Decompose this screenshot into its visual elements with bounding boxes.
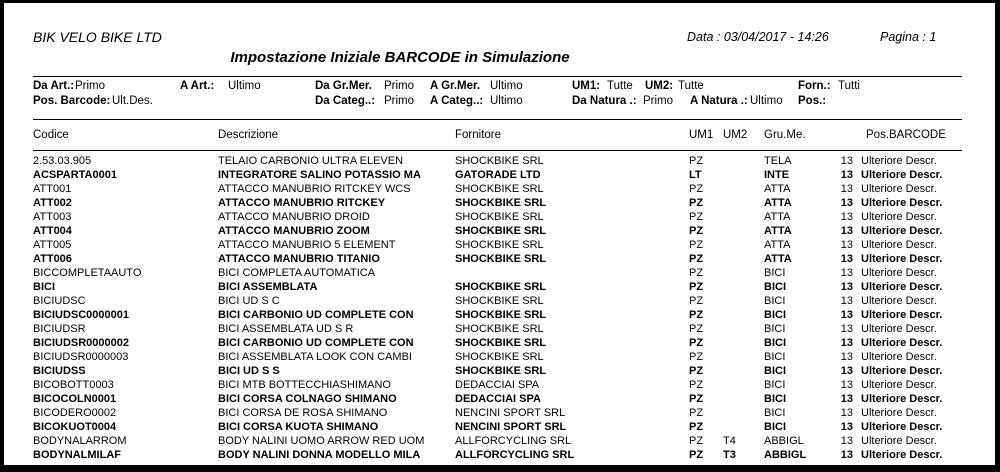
cell-um2 [723, 210, 764, 224]
cell-pos-barcode: Ulteriore Descr. [861, 379, 937, 391]
filter-forn-label: Forn.: [798, 80, 831, 92]
cell-descrizione: BICI CORSA DE ROSA SHIMANO [218, 407, 388, 419]
cell-codice: BODYNALMILAF [33, 449, 121, 461]
cell-pos-barcode: Ulteriore Descr. [861, 435, 937, 447]
cell-num: 13 [840, 183, 853, 195]
table-row [33, 392, 962, 406]
cell-fornitore: SHOCKBIKE SRL [455, 295, 544, 307]
cell-grume: BICI [764, 379, 786, 391]
cell-descrizione: BICI ASSEMBLATA UD S R [218, 323, 354, 335]
cell-um2: T3 [723, 449, 736, 461]
cell-num: 13 [840, 379, 853, 391]
cell-codice: BICCOMPLETAAUTO [33, 267, 142, 279]
cell-um2 [723, 280, 764, 294]
cell-grume: BICI [764, 407, 786, 419]
cell-pos-barcode: Ulteriore Descr. [861, 393, 943, 405]
table-row [33, 350, 962, 364]
cell-fornitore [455, 266, 689, 280]
cell-num: 13 [840, 435, 853, 447]
cell-pos-barcode: Ulteriore Descr. [861, 365, 943, 377]
col-header-codice: Codice [33, 129, 69, 141]
cell-codice: BICOCOLN0001 [33, 393, 117, 405]
table-row [33, 280, 962, 294]
cell-um1: PZ [689, 379, 704, 391]
table-row [33, 378, 962, 392]
table-row [33, 196, 962, 210]
cell-descrizione: BODY NALINI DONNA MODELLO MILA [218, 449, 421, 461]
cell-um1: PZ [689, 323, 704, 335]
cell-um2 [723, 154, 764, 168]
cell-grume: BICI [764, 351, 786, 363]
cell-num: 13 [840, 365, 853, 377]
cell-um1: PZ [689, 281, 704, 293]
cell-pos-barcode: Ulteriore Descr. [861, 421, 943, 433]
cell-descrizione: BICI UD S C [218, 295, 280, 307]
table-row [33, 224, 962, 238]
divider-table-header [33, 150, 962, 151]
cell-pos-barcode: Ulteriore Descr. [861, 225, 943, 237]
cell-grume: ATTA [764, 211, 791, 223]
col-header-num [822, 121, 853, 149]
cell-fornitore: SHOCKBIKE SRL [455, 211, 544, 223]
cell-um1: PZ [689, 407, 704, 419]
cell-um1: PZ [689, 365, 704, 377]
filter-da-grmer-value: Primo [384, 80, 415, 92]
table-row [33, 406, 962, 420]
filter-a-grmer-label: A Gr.Mer. [430, 80, 481, 92]
col-header-pos-barcode: Pos.BARCODE [866, 129, 946, 141]
cell-descrizione: BICI CARBONIO UD COMPLETE CON [218, 309, 414, 321]
cell-um1: PZ [689, 267, 704, 279]
cell-um2 [723, 420, 764, 434]
filter-da-natura-label: Da Natura .: [572, 95, 637, 107]
cell-descrizione: BICI UD S S [218, 365, 280, 377]
report-date: Data : 03/04/2017 - 14:26 [687, 30, 829, 44]
cell-um1: PZ [689, 197, 704, 209]
table-row [33, 182, 962, 196]
cell-fornitore: SHOCKBIKE SRL [455, 253, 547, 265]
cell-um2 [723, 252, 764, 266]
cell-descrizione: ATTACCO MANUBRIO 5 ELEMENT [218, 239, 396, 251]
cell-um1: PZ [689, 295, 704, 307]
cell-um1: PZ [689, 225, 704, 237]
cell-um2 [723, 336, 764, 350]
cell-um2 [723, 224, 764, 238]
cell-num: 13 [840, 225, 853, 237]
col-header-um1: UM1 [689, 129, 714, 141]
cell-codice: BICOKUOT0004 [33, 421, 117, 433]
cell-um1: PZ [689, 421, 704, 433]
cell-pos-barcode: Ulteriore Descr. [861, 169, 943, 181]
cell-codice: ATT006 [33, 253, 72, 265]
table-row [33, 238, 962, 252]
cell-um1: PZ [689, 393, 704, 405]
cell-grume: ATTA [764, 183, 791, 195]
cell-num: 13 [840, 169, 853, 181]
cell-um2 [723, 378, 764, 392]
cell-fornitore: ALLFORCYCLING SRL [455, 435, 572, 447]
cell-num: 13 [840, 155, 853, 167]
cell-pos-barcode: Ulteriore Descr. [861, 309, 943, 321]
cell-descrizione: BICI CORSA COLNAGO SHIMANO [218, 393, 397, 405]
cell-um2 [723, 364, 764, 378]
filter-a-grmer-value: Ultimo [490, 80, 523, 92]
cell-um2 [723, 238, 764, 252]
table-row [33, 420, 962, 434]
cell-codice: BICIUDSC [33, 295, 86, 307]
cell-fornitore: SHOCKBIKE SRL [455, 225, 547, 237]
filter-a-categ-value: Ultimo [490, 95, 523, 107]
filter-um1-value: Tutte [607, 80, 633, 92]
cell-fornitore: SHOCKBIKE SRL [455, 281, 547, 293]
filter-forn-value: Tutti [838, 80, 860, 92]
cell-grume: ATTA [764, 197, 792, 209]
table-row [33, 154, 962, 168]
cell-pos-barcode: Ulteriore Descr. [861, 155, 937, 167]
cell-num: 13 [840, 393, 853, 405]
cell-num: 13 [840, 351, 853, 363]
cell-descrizione: BICI ASSEMBLATA [218, 281, 318, 293]
cell-num: 13 [840, 281, 853, 293]
filter-a-natura-value: Ultimo [750, 95, 783, 107]
cell-grume: BICI [764, 309, 786, 321]
cell-um2 [723, 294, 764, 308]
col-header-descrizione: Descrizione [218, 129, 279, 141]
cell-num: 13 [840, 421, 853, 433]
divider-filters [33, 119, 962, 120]
cell-pos-barcode: Ulteriore Descr. [861, 211, 937, 223]
cell-um1: PZ [689, 309, 704, 321]
cell-um2 [723, 196, 764, 210]
filter-pos-barcode-label: Pos. Barcode: [33, 95, 111, 107]
cell-num: 13 [840, 407, 853, 419]
cell-um1: PZ [689, 211, 704, 223]
cell-grume: BICI [764, 323, 786, 335]
cell-grume: BICI [764, 393, 786, 405]
cell-codice: BODYNALARROM [33, 435, 127, 447]
table-row [33, 448, 962, 462]
cell-fornitore: GATORADE LTD [455, 169, 541, 181]
cell-fornitore: SHOCKBIKE SRL [455, 183, 544, 195]
cell-codice: BICIUDSR [33, 323, 86, 335]
cell-num: 13 [840, 337, 853, 349]
cell-fornitore: ALLFORCYCLING SRL [455, 449, 575, 461]
cell-um2 [723, 406, 764, 420]
col-header-fornitore: Fornitore [455, 129, 502, 141]
table-body [33, 154, 962, 462]
table-row [33, 294, 962, 308]
cell-um1: PZ [689, 449, 704, 461]
cell-codice: BICODERO0002 [33, 407, 117, 419]
cell-grume: BICI [764, 421, 786, 433]
cell-codice: ACSPARTA0001 [33, 169, 117, 181]
cell-um2 [723, 350, 764, 364]
report-title: Impostazione Iniziale BARCODE in Simulazione [230, 49, 570, 66]
cell-fornitore: SHOCKBIKE SRL [455, 155, 544, 167]
cell-um1: PZ [689, 351, 704, 363]
cell-descrizione: INTEGRATORE SALINO POTASSIO MA [218, 169, 421, 181]
filter-da-art-value: Primo [75, 80, 106, 92]
filter-a-art-value: Ultimo [228, 80, 261, 92]
cell-num: 13 [840, 253, 853, 265]
cell-um2 [723, 168, 764, 182]
cell-pos-barcode: Ulteriore Descr. [861, 183, 937, 195]
cell-fornitore: SHOCKBIKE SRL [455, 351, 544, 363]
col-header-grume: Gru.Me. [764, 129, 806, 141]
cell-descrizione: BODY NALINI UOMO ARROW RED UOM [218, 435, 425, 447]
cell-num: 13 [840, 295, 853, 307]
cell-pos-barcode: Ulteriore Descr. [861, 351, 937, 363]
cell-num: 13 [840, 211, 853, 223]
cell-grume: BICI [764, 267, 786, 279]
cell-num: 13 [840, 449, 853, 461]
table-row [33, 336, 962, 350]
table-row [33, 266, 962, 280]
filter-a-art-label: A Art.: [180, 80, 215, 92]
cell-um1: PZ [689, 253, 704, 265]
cell-pos-barcode: Ulteriore Descr. [861, 197, 943, 209]
cell-codice: BICIUDSS [33, 365, 86, 377]
table-row [33, 364, 962, 378]
cell-grume: BICI [764, 337, 786, 349]
table-row [33, 308, 962, 322]
cell-num: 13 [840, 267, 853, 279]
table-row [33, 252, 962, 266]
cell-pos-barcode: Ulteriore Descr. [861, 323, 937, 335]
table-header [33, 121, 962, 149]
cell-fornitore: DEDACCIAI SPA [455, 393, 541, 405]
filter-a-natura-label: A Natura .: [690, 95, 748, 107]
filter-pos-label: Pos.: [798, 95, 827, 107]
cell-grume: ABBIGL [764, 449, 807, 461]
cell-codice: ATT001 [33, 183, 72, 195]
filter-um2-value: Tutte [678, 80, 704, 92]
cell-descrizione: BICI MTB BOTTECCHIASHIMANO [218, 379, 391, 391]
cell-um1: PZ [689, 435, 704, 447]
filter-da-art-label: Da Art.: [33, 80, 75, 92]
filter-da-categ-label: Da Categ..: [315, 95, 376, 107]
filter-a-categ-label: A Categ..: [430, 95, 484, 107]
table-row [33, 322, 962, 336]
filter-um1-label: UM1: [572, 80, 601, 92]
cell-grume: ATTA [764, 253, 792, 265]
cell-grume: BICI [764, 281, 786, 293]
cell-fornitore: SHOCKBIKE SRL [455, 197, 547, 209]
cell-um1: LT [689, 169, 702, 181]
table-row [33, 210, 962, 224]
cell-fornitore: NENCINI SPORT SRL [455, 407, 566, 419]
cell-grume: ATTA [764, 225, 792, 237]
cell-descrizione: ATTACCO MANUBRIO TITANIO [218, 253, 380, 265]
cell-descrizione: BICI CARBONIO UD COMPLETE CON [218, 337, 414, 349]
cell-descrizione: BICI COMPLETA AUTOMATICA [218, 267, 376, 279]
cell-grume: ATTA [764, 239, 791, 251]
cell-grume: BICI [764, 295, 786, 307]
cell-codice: BICIUDSR0000002 [33, 337, 129, 349]
cell-um2 [723, 182, 764, 196]
cell-um1: PZ [689, 239, 704, 251]
cell-pos-barcode: Ulteriore Descr. [861, 239, 937, 251]
cell-grume: ABBIGL [764, 435, 804, 447]
cell-pos-barcode: Ulteriore Descr. [861, 337, 943, 349]
filter-da-categ-value: Primo [384, 95, 415, 107]
cell-um1: PZ [689, 183, 704, 195]
cell-um1: PZ [689, 155, 704, 167]
cell-um2 [723, 266, 764, 280]
cell-codice: BICIUDSR0000003 [33, 351, 129, 363]
cell-codice: BICOBOTT0003 [33, 379, 114, 391]
cell-pos-barcode: Ulteriore Descr. [861, 253, 943, 265]
cell-fornitore: SHOCKBIKE SRL [455, 337, 547, 349]
col-header-um2: UM2 [723, 129, 748, 141]
cell-num: 13 [840, 309, 853, 321]
cell-um2 [723, 392, 764, 406]
cell-codice: BICI [33, 281, 55, 293]
cell-descrizione: ATTACCO MANUBRIO RITCKEY [218, 197, 386, 209]
cell-descrizione: BICI ASSEMBLATA LOOK CON CAMBI [218, 351, 412, 363]
cell-pos-barcode: Ulteriore Descr. [861, 407, 937, 419]
cell-codice: ATT002 [33, 197, 72, 209]
cell-num: 13 [840, 239, 853, 251]
table-row [33, 434, 962, 448]
cell-codice: ATT003 [33, 211, 72, 223]
cell-codice: 2.53.03.905 [33, 155, 92, 167]
cell-fornitore: SHOCKBIKE SRL [455, 239, 544, 251]
cell-pos-barcode: Ulteriore Descr. [861, 295, 937, 307]
cell-fornitore: SHOCKBIKE SRL [455, 365, 547, 377]
cell-fornitore: DEDACCIAI SPA [455, 379, 540, 391]
divider-top [33, 76, 962, 77]
cell-um2: T4 [723, 435, 736, 447]
filter-um2-label: UM2: [645, 80, 674, 92]
cell-descrizione: ATTACCO MANUBRIO DROID [218, 211, 370, 223]
cell-grume: TELA [764, 155, 792, 167]
cell-fornitore: SHOCKBIKE SRL [455, 323, 544, 335]
filter-pos-barcode-value: Ult.Des. [112, 95, 153, 107]
cell-codice: BICIUDSC0000001 [33, 309, 129, 321]
cell-um2 [723, 322, 764, 336]
filter-da-natura-value: Primo [643, 95, 674, 107]
cell-grume: INTE [764, 169, 790, 181]
filter-da-grmer-label: Da Gr.Mer. [315, 80, 372, 92]
cell-codice: ATT005 [33, 239, 72, 251]
company-name: BIK VELO BIKE LTD [33, 29, 162, 45]
article-table [33, 154, 962, 462]
cell-um2 [723, 308, 764, 322]
cell-grume: BICI [764, 365, 786, 377]
cell-descrizione: ATTACCO MANUBRIO RITCKEY WCS [218, 183, 411, 195]
cell-descrizione: BICI CORSA KUOTA SHIMANO [218, 421, 379, 433]
cell-pos-barcode: Ulteriore Descr. [861, 281, 943, 293]
cell-codice: ATT004 [33, 225, 72, 237]
cell-pos-barcode: Ulteriore Descr. [861, 449, 943, 461]
cell-fornitore: NENCINI SPORT SRL [455, 421, 567, 433]
cell-um1: PZ [689, 337, 704, 349]
cell-fornitore: SHOCKBIKE SRL [455, 309, 547, 321]
cell-descrizione: TELAIO CARBONIO ULTRA ELEVEN [218, 155, 404, 167]
cell-num: 13 [840, 323, 853, 335]
page-number: Pagina : 1 [880, 30, 937, 44]
cell-pos-barcode: Ulteriore Descr. [861, 267, 937, 279]
cell-descrizione: ATTACCO MANUBRIO ZOOM [218, 225, 370, 237]
cell-num: 13 [840, 197, 853, 209]
table-row [33, 168, 962, 182]
